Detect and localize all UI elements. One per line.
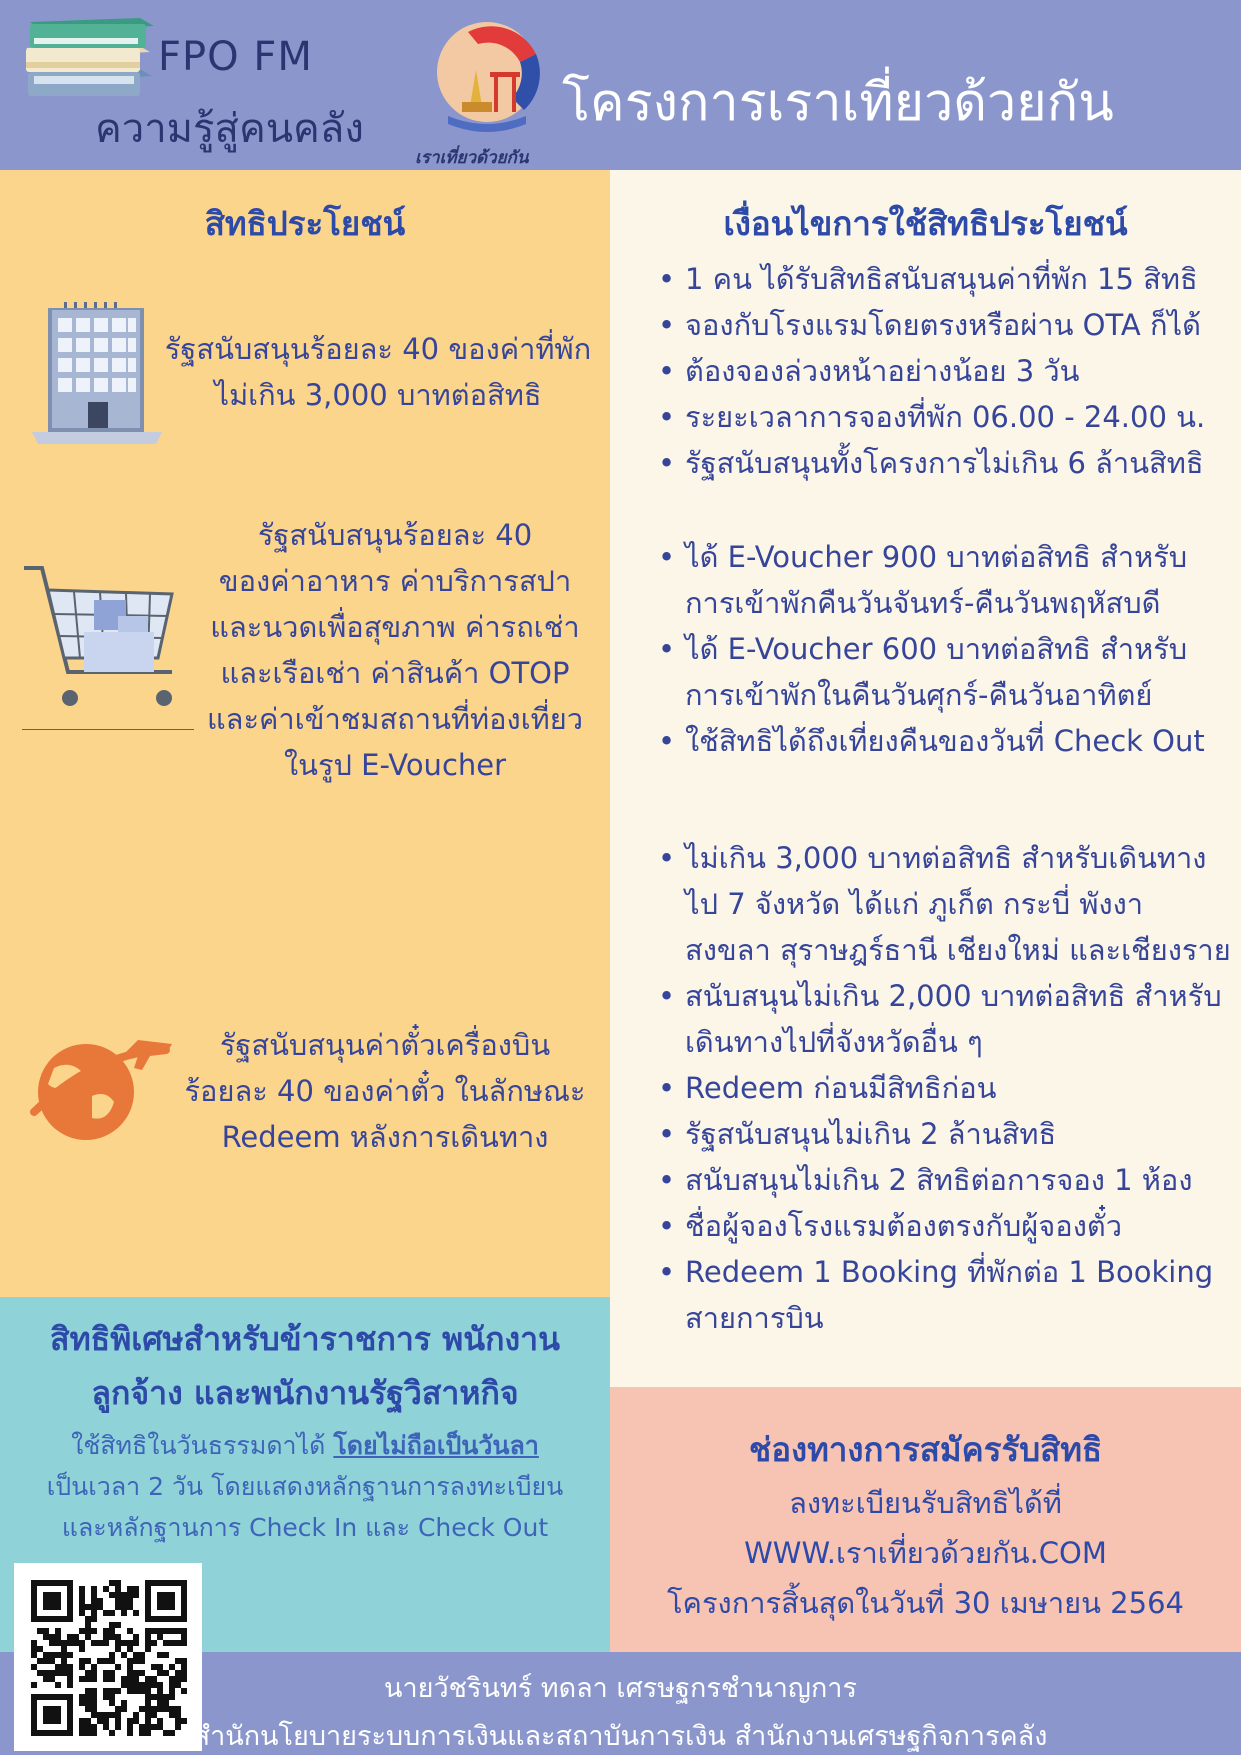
list-item: • ใช้สิทธิได้ถึงเที่ยงคืนของวันที่ Check Out: [658, 718, 1238, 764]
brand-tagline: ความรู้สู่คนคลัง: [95, 106, 364, 152]
brand-name: FPO FM: [158, 34, 313, 80]
special-rights-heading: สิทธิพิเศษสำหรับข้าราชการ พนักงาน ลูกจ้าง และพนักงานรัฐวิสาหกิจ: [50, 1320, 560, 1412]
list-item: • ได้ E-Voucher 600 บาทต่อสิทธิ สำหรับ การเข้าพักในคืนวันศุกร์-คืนวันอาทิตย์: [658, 626, 1238, 718]
no-leave-emphasis: โดยไม่ถือเป็นวันลา: [333, 1431, 539, 1460]
benefit-accommodation: รัฐสนับสนุนร้อยละ 40 ของค่าที่พัก ไม่เกิน 3,000 บาทต่อสิทธิ: [164, 332, 592, 412]
evoucher-conditions-list: [658, 534, 1238, 764]
hotel-building-icon: [30, 298, 164, 446]
list-item: • Redeem ก่อนมีสิทธิก่อน: [658, 1065, 1238, 1111]
list-item: • ระยะเวลาการจองที่พัก 06.00 - 24.00 น.: [658, 394, 1238, 440]
list-item: • สนับสนุนไม่เกิน 2,000 บาทต่อสิทธิ สำหรับ เดินทางไปที่จังหวัดอื่น ๆ: [658, 973, 1238, 1065]
special-rights-text: ใช้สิทธิในวันธรรมดาได้ โดยไม่ถือเป็นวันลา เป็นเวลา 2 วัน โดยแสดงหลักฐานการลงทะเบียน และหลักฐานการ Check In และ Check Out: [46, 1431, 564, 1542]
list-item: • รัฐสนับสนุนไม่เกิน 2 ล้านสิทธิ: [658, 1111, 1238, 1157]
globe-airplane-icon: [26, 1032, 174, 1144]
registration-heading: ช่องทางการสมัครรับสิทธิ: [748, 1430, 1103, 1469]
list-item: • จองกับโรงแรมโดยตรงหรือผ่าน OTA ก็ได้: [658, 302, 1238, 348]
end-date: โครงการสิ้นสุดในวันที่ 30 เมษายน 2564: [666, 1586, 1184, 1620]
page-title: โครงการเราเที่ยวด้วยกัน: [562, 73, 1114, 133]
benefit-airfare: รัฐสนับสนุนค่าตั๋วเครื่องบิน ร้อยละ 40 ของค่าตั๋ว ในลักษณะ Redeem หลังการเดินทาง: [184, 1028, 586, 1154]
books-icon: [20, 10, 160, 102]
list-item: • สนับสนุนไม่เกิน 2 สิทธิต่อการจอง 1 ห้อง: [658, 1157, 1238, 1203]
list-item: • ชื่อผู้จองโรงแรมต้องตรงกับผู้จองตั๋ว: [658, 1203, 1238, 1249]
list-item: • ได้ E-Voucher 900 บาทต่อสิทธิ สำหรับ การเข้าพักคืนวันจันทร์-คืนวันพฤหัสบดี: [658, 534, 1238, 626]
campaign-logo-icon: [428, 14, 546, 140]
conditions-heading: เงื่อนไขการใช้สิทธิประโยชน์: [723, 204, 1128, 243]
registration-text: ลงทะเบียนรับสิทธิได้ที่ WWW.เราเที่ยวด้วยกัน.COM โครงการสิ้นสุดในวันที่ 30 เมษายน 2564: [610, 1478, 1241, 1628]
list-item: • รัฐสนับสนุนทั้งโครงการไม่เกิน 6 ล้านสิทธิ: [658, 440, 1238, 486]
list-item: • ไม่เกิน 3,000 บาทต่อสิทธิ สำหรับเดินทาง ไป 7 จังหวัด ได้แก่ ภูเก็ต กระบี่ พังงา สงขลา สุราษฎร์ธานี เชียงใหม่ และเชียงราย: [658, 835, 1238, 973]
registration-url-link[interactable]: WWW.เราเที่ยวด้วยกัน.COM: [744, 1536, 1107, 1570]
benefits-heading: สิทธิประโยชน์: [204, 204, 406, 243]
list-item: • ต้องจองล่วงหน้าอย่างน้อย 3 วัน: [658, 348, 1238, 394]
author: นายวัชรินทร์ ทดลา เศรษฐกรชำนาญการ: [384, 1673, 857, 1704]
organization: สำนักนโยบายระบบการเงินและสถาบันการเงิน สำนักงานเศรษฐกิจการคลัง: [193, 1721, 1048, 1752]
shopping-cart-icon: [22, 562, 194, 730]
list-item: • Redeem 1 Booking ที่พักต่อ 1 Booking สายการบิน: [658, 1249, 1238, 1341]
airfare-conditions-list: [658, 835, 1238, 1341]
accommodation-conditions-list: [658, 256, 1238, 486]
logo-caption: เราเที่ยวด้วยกัน: [415, 148, 529, 168]
list-item: • 1 คน ได้รับสิทธิสนับสนุนค่าที่พัก 15 สิทธิ: [658, 256, 1238, 302]
footer-credits: [0, 1665, 1241, 1761]
benefit-evoucher: รัฐสนับสนุนร้อยละ 40 ของค่าอาหาร ค่าบริการสปา และนวดเพื่อสุขภาพ ค่ารถเช่า และเรือเช่า ค่าสินค้า OTOP และค่าเข้าชมสถานที่ท่องเที่ยว ในรูป E-Voucher: [206, 518, 584, 782]
